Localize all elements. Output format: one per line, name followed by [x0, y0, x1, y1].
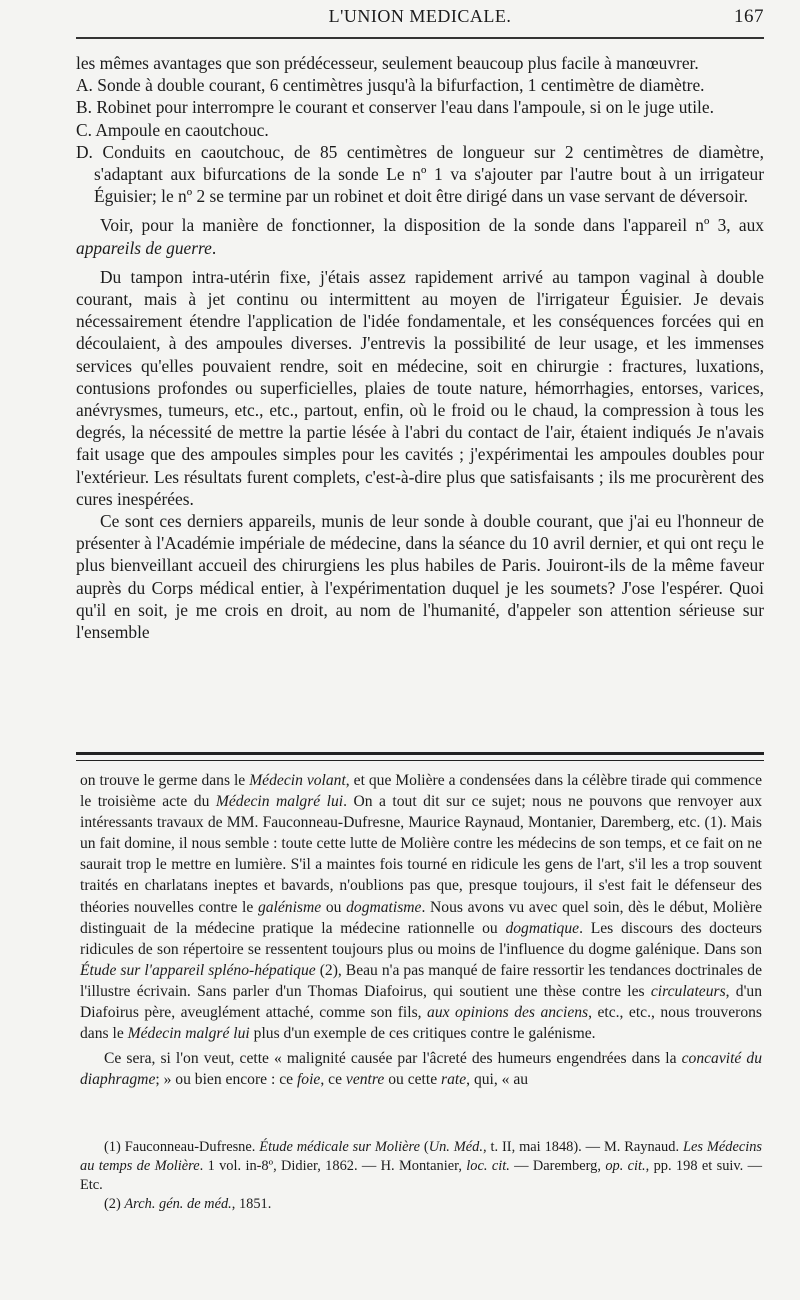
text-run: . 1 vol. in-8º, Didier, 1862. — H. Montanier, — [199, 1158, 467, 1174]
text-run: ou cette — [384, 1071, 442, 1089]
italic-run: Les Médecins au temps de Molière — [80, 1139, 763, 1174]
italic-run: dogmatisme — [346, 898, 422, 916]
italic-run: Étude médicale sur Molière — [259, 1139, 420, 1155]
text-run: Ce sera, si l'on veut, cette « malignité causée par l'âcreté des humeurs engendrées dans la — [104, 1050, 682, 1068]
text-run: on trouve le germe dans le — [80, 772, 250, 789]
text-run: . Les discours des docteurs ridicules de son répertoire se ressentent toujours plus ou moins de l'influence du dogme galénique. Dans son — [80, 919, 762, 958]
italic-run: Médecin malgré lui — [127, 1025, 250, 1043]
text-run: — Daremberg, — [509, 1158, 606, 1174]
text-run: , pp. 198 et suiv. — Etc. — [80, 1158, 762, 1193]
main-text — [76, 52, 764, 643]
item-text: Ampoule en caoutchouc. — [95, 119, 269, 140]
body-paragraph-1: Du tampon intra-utérin fixe, j'étais assez rapidement arrivé au tampon vaginal à double courant, mais à jet continu ou intermittent au moyen de l'irrigateur Éguisier. Je devais nécessairement étendre l'application de l'idée fondamentale, et les conséquences forcées qui en découlaient, à des ampoules diverses. J'entrevis la possibilité de leur usage, et les immenses services qu'elles pouvaient rendre, soit en médecine, soit en chirurgie : fractures, luxations, contusions profondes ou superficielles, plaies de toute nature, hémorrhagies, entorses, varices, anévrysmes, tumeurs, etc., etc., partout, enfin, où le froid ou le chaud, la compression à tous les degrés, la nécessité de mettre la partie lésée à l'abri du contact de l'air, étaient indiqués Je n'avais fait usage que des ampoules simples pour les cavités ; j'expérimentai les ampoules doubles pour l'extérieur. Les résultats furent complets, c'est-à-dire plus que satisfaisants ; ils me procurèrent des cures inespérées. — [76, 266, 764, 509]
intro-paragraph: les mêmes avantages que son prédécesseur, seulement beaucoup plus facile à manœuvrer. — [76, 53, 699, 73]
italic-run: circulateurs — [650, 982, 726, 1000]
voir-emphasis: appareils de guerre — [76, 237, 212, 258]
running-header — [76, 6, 764, 32]
feuilleton-paragraph-1 — [80, 770, 762, 1044]
list-item-d — [76, 141, 764, 208]
body-paragraph-2: Ce sont ces derniers appareils, munis de leur sonde à double courant, que j'ai eu l'honneur de présenter à l'Académie impériale de médecine, dans la séance du 10 avril dernier, et qui ont reçu le plus bienveillant accueil des chirurgiens les plus habiles de Paris. Jouiront-ils de la même faveur auprès du Corps médical entier, à l'expérimentation duquel je les soumets? J'ose l'espérer. Quoi qu'il en soit, je me crois en droit, au nom de l'humanité, d'appeler son attention sérieuse sur l'ensemble — [76, 511, 764, 643]
text-run: ou — [321, 898, 347, 916]
italic-run: dogmatique — [505, 919, 580, 937]
italic-run: concavité du diaphragme — [80, 1050, 763, 1089]
italic-run: rate — [441, 1071, 467, 1089]
italic-run: Un. Méd. — [428, 1139, 483, 1155]
item-letter: A. — [76, 75, 93, 96]
italic-run: ventre — [345, 1071, 385, 1089]
text-run: , et que Molière a condensées dans la célèbre tirade qui commence le troisième acte du — [80, 772, 762, 811]
item-text: Conduits en caoutchouc, de 85 centimètres de longueur sur 2 centimètres de diamètre, s'adaptant aux bifurcations de la sonde Le nº 1 va s'ajouter par l'autre bout à un irrigateur Éguisier; le nº 2 se termine par un robinet et doit être dirigé dans un vase servant de déversoir. — [94, 141, 764, 207]
italic-run: Arch. gén. de méd. — [124, 1196, 232, 1212]
italic-run: Médecin malgré lui — [215, 793, 344, 811]
item-letter: D. — [76, 141, 93, 162]
footnote-1 — [80, 1138, 762, 1195]
italic-run: galénisme — [257, 898, 322, 916]
list-item-c — [76, 119, 764, 141]
item-text: Robinet pour interrompre le courant et conserver l'eau dans l'ampoule, si on le juge utile. — [96, 97, 714, 118]
list-item-a — [76, 74, 764, 96]
italic-run: aux opinions des anciens — [427, 1004, 589, 1022]
text-run: plus d'un exemple de ces critiques contre le galénisme. — [249, 1025, 596, 1043]
section-divider — [76, 752, 764, 761]
item-text: Sonde à double courant, 6 centimètres jusqu'à la bifurfaction, 1 centimètre de diamètre. — [97, 75, 705, 96]
text-run: , etc., etc., nous trouverons dans le — [80, 1004, 762, 1043]
footnotes — [80, 1138, 762, 1214]
text-run: , ce — [320, 1071, 346, 1089]
text-run: (2), Beau n'a pas manqué de faire ressortir les tendances doctrinales de l'illustre écrivain. Sans parler d'un Thomas Diafoirus, qui soutient une thèse contre les — [80, 961, 762, 1000]
text-run: ( — [419, 1139, 429, 1155]
text-run: ; » ou bien encore : ce — [155, 1071, 297, 1089]
page-number: 167 — [734, 6, 764, 27]
italic-run: foie — [296, 1071, 321, 1089]
footnote-2 — [80, 1195, 762, 1214]
text-run: , 1851. — [231, 1196, 272, 1212]
journal-title: L'UNION MEDICALE. — [328, 6, 512, 26]
text-run: , qui, « au — [466, 1071, 529, 1089]
text-run: . Nous avons vu avec quel soin, dès le début, Molière distinguait de la médecine pratique la médecine rationnelle ou — [80, 898, 763, 937]
text-run: (2) — [104, 1196, 125, 1212]
feuilleton-text — [80, 770, 762, 1090]
italic-run: loc. cit. — [466, 1158, 510, 1174]
text-run: , d'un Diafoirus père, aveuglément attaché, comme son fils, — [80, 982, 762, 1022]
italic-run: op. cit. — [605, 1158, 646, 1174]
text-run: , t. II, mai 1848). — M. Raynaud. — [482, 1139, 683, 1155]
italic-run: Étude sur l'appareil spléno-hépatique — [80, 961, 316, 979]
list-item-b — [76, 96, 764, 118]
text-run: (1) Fauconneau-Dufresne. — [104, 1139, 260, 1155]
text-run: . On a tout dit sur ce sujet; nous ne pouvons que renvoyer aux intéressants travaux de MM. Fauconneau-Dufresne, Maurice Raynaud, Montanier, Daremberg, etc. (1). Mais un fait domine, il nous semble : toute cette lutte de Molière contre les médecins de son temps, et ce fait on ne saurait trop le mettre en lumière. S'il a maintes fois tourné en ridicule les gens de l'art, s'il les a trop souvent traités en charlatans ineptes et bavards, n'oublions pas que, presque toujours, il s'est fait le défenseur des théories nouvelles contre le — [80, 793, 762, 916]
header-rule — [76, 37, 764, 39]
item-letter: C. — [76, 119, 92, 140]
feuilleton-paragraph-2 — [80, 1048, 762, 1090]
voir-paragraph: Voir, pour la manière de fonctionner, la disposition de la sonde dans l'appareil nº 3, aux appareils de guerre. — [76, 215, 764, 258]
item-letter: B. — [76, 97, 92, 118]
italic-run: Médecin volant — [249, 772, 346, 789]
